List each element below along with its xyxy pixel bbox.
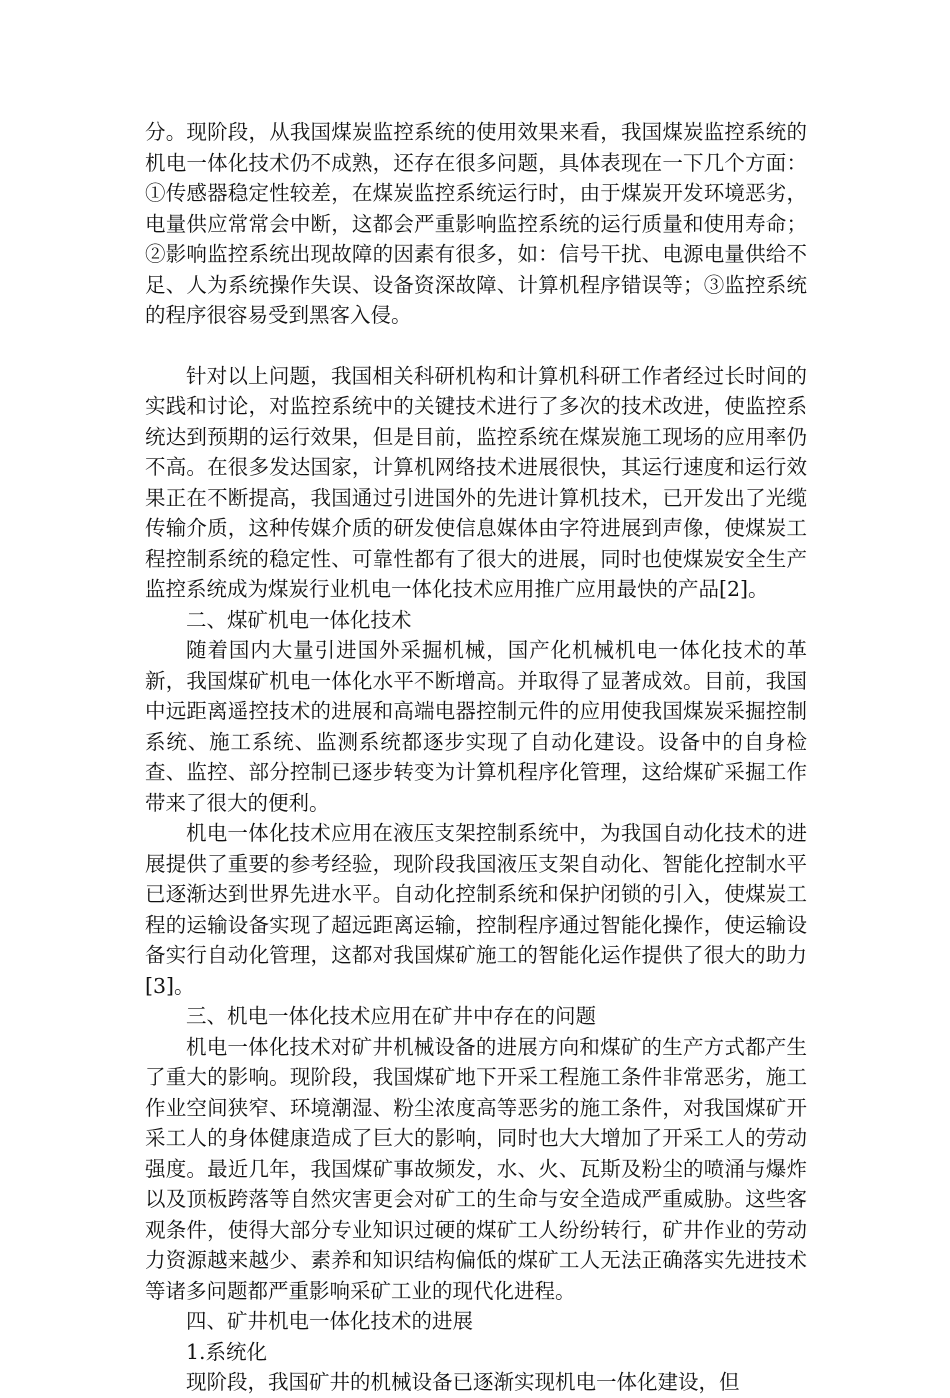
subsection-heading-systematization: 1.系统化 — [186, 1339, 268, 1364]
paragraph-monitoring-improvements: 针对以上问题，我国相关科研机构和计算机科研工作者经过长时间的实践和讨论，对监控系统中的关键技术进行了多次的技术改进，使监控系统达到预期的运行效果，但是目前，监控系统在煤炭施工现场的应用率仍不高。在很多发达国家，计算机网络技术进展很快，其运行速度和运行效果正在不断提高，我国通过引进国外的先进计算机技术，已开发出了光缆传输介质，这种传媒介质的研发使信息媒体由字符进展到声像，使煤炭工程控制系统的稳定性、可靠性都有了很大的进展，同时也使煤炭安全生产监控系统成为煤炭行业机电一体化技术应用推广应用最快的产品[2]。 — [145, 363, 807, 601]
paragraph-monitoring-problems: 分。现阶段，从我国煤炭监控系统的使用效果来看，我国煤炭监控系统的机电一体化技术仍不成熟，还存在很多问题，具体表现在一下几个方面：①传感器稳定性较差，在煤炭监控系统运行时，由于煤炭开发环境恶劣，电量供应常常会中断，这都会严重影响监控系统的运行质量和使用寿命；②影响监控系统出现故障的因素有很多，如：信号干扰、电源电量供给不足、人为系统操作失误、设备资深故障、计算机程序错误等；③监控系统的程序很容易受到黑客入侵。 — [145, 120, 807, 327]
document-page — [145, 117, 807, 1398]
section-heading-mine-problems: 三、机电一体化技术应用在矿井中存在的问题 — [186, 1004, 596, 1028]
paragraph-mine-problems: 机电一体化技术对矿井机械设备的进展方向和煤矿的生产方式都产生了重大的影响。现阶段，我国煤矿地下开采工程施工条件非常恶劣，施工作业空间狭窄、环境潮湿、粉尘浓度高等恶劣的施工条件，对我国煤矿开采工人的身体健康造成了巨大的影响，同时也大大增加了开采工人的劳动强度。最近几年，我国煤矿事故频发，水、火、瓦斯及粉尘的喷涌与爆炸以及顶板跨落等自然灾害更会对矿工的生命与安全造成严重威胁。这些客观条件，使得大部分专业知识过硬的煤矿工人纷纷转行，矿井作业的劳动力资源越来越少、素养和知识结构偏低的煤矿工人无法正确落实先进技术等诸多问题都严重影响采矿工业的现代化进程。 — [145, 1034, 807, 1303]
paragraph-coal-mine-tech: 随着国内大量引进国外采掘机械，国产化机械机电一体化技术的革新，我国煤矿机电一体化水平不断增高。并取得了显著成效。目前，我国中远距离遥控技术的进展和高端电器控制元件的应用使我国煤炭采掘控制系统、施工系统、监测系统都逐步实现了自动化建设。设备中的自身检查、监控、部分控制已逐步转变为计算机程序化管理，这给煤矿采掘工作带来了很大的便利。 — [145, 638, 807, 815]
paragraph-systematization: 现阶段，我国矿井的机械设备已逐渐实现机电一体化建设，但 — [186, 1370, 740, 1394]
section-heading-mine-development: 四、矿井机电一体化技术的进展 — [186, 1309, 473, 1333]
section-heading-coal-mine-tech: 二、煤矿机电一体化技术 — [186, 607, 412, 632]
paragraph-hydraulic-support: 机电一体化技术应用在液压支架控制系统中，为我国自动化技术的进展提供了重要的参考经验，现阶段我国液压支架自动化、智能化控制水平已逐渐达到世界先进水平。自动化控制系统和保护闭锁的引入，使煤炭工程的运输设备实现了超远距离运输，控制程序通过智能化操作，使运输设备实行自动化管理，这都对我国煤矿施工的智能化运作提供了很大的助力[3]。 — [145, 821, 807, 998]
